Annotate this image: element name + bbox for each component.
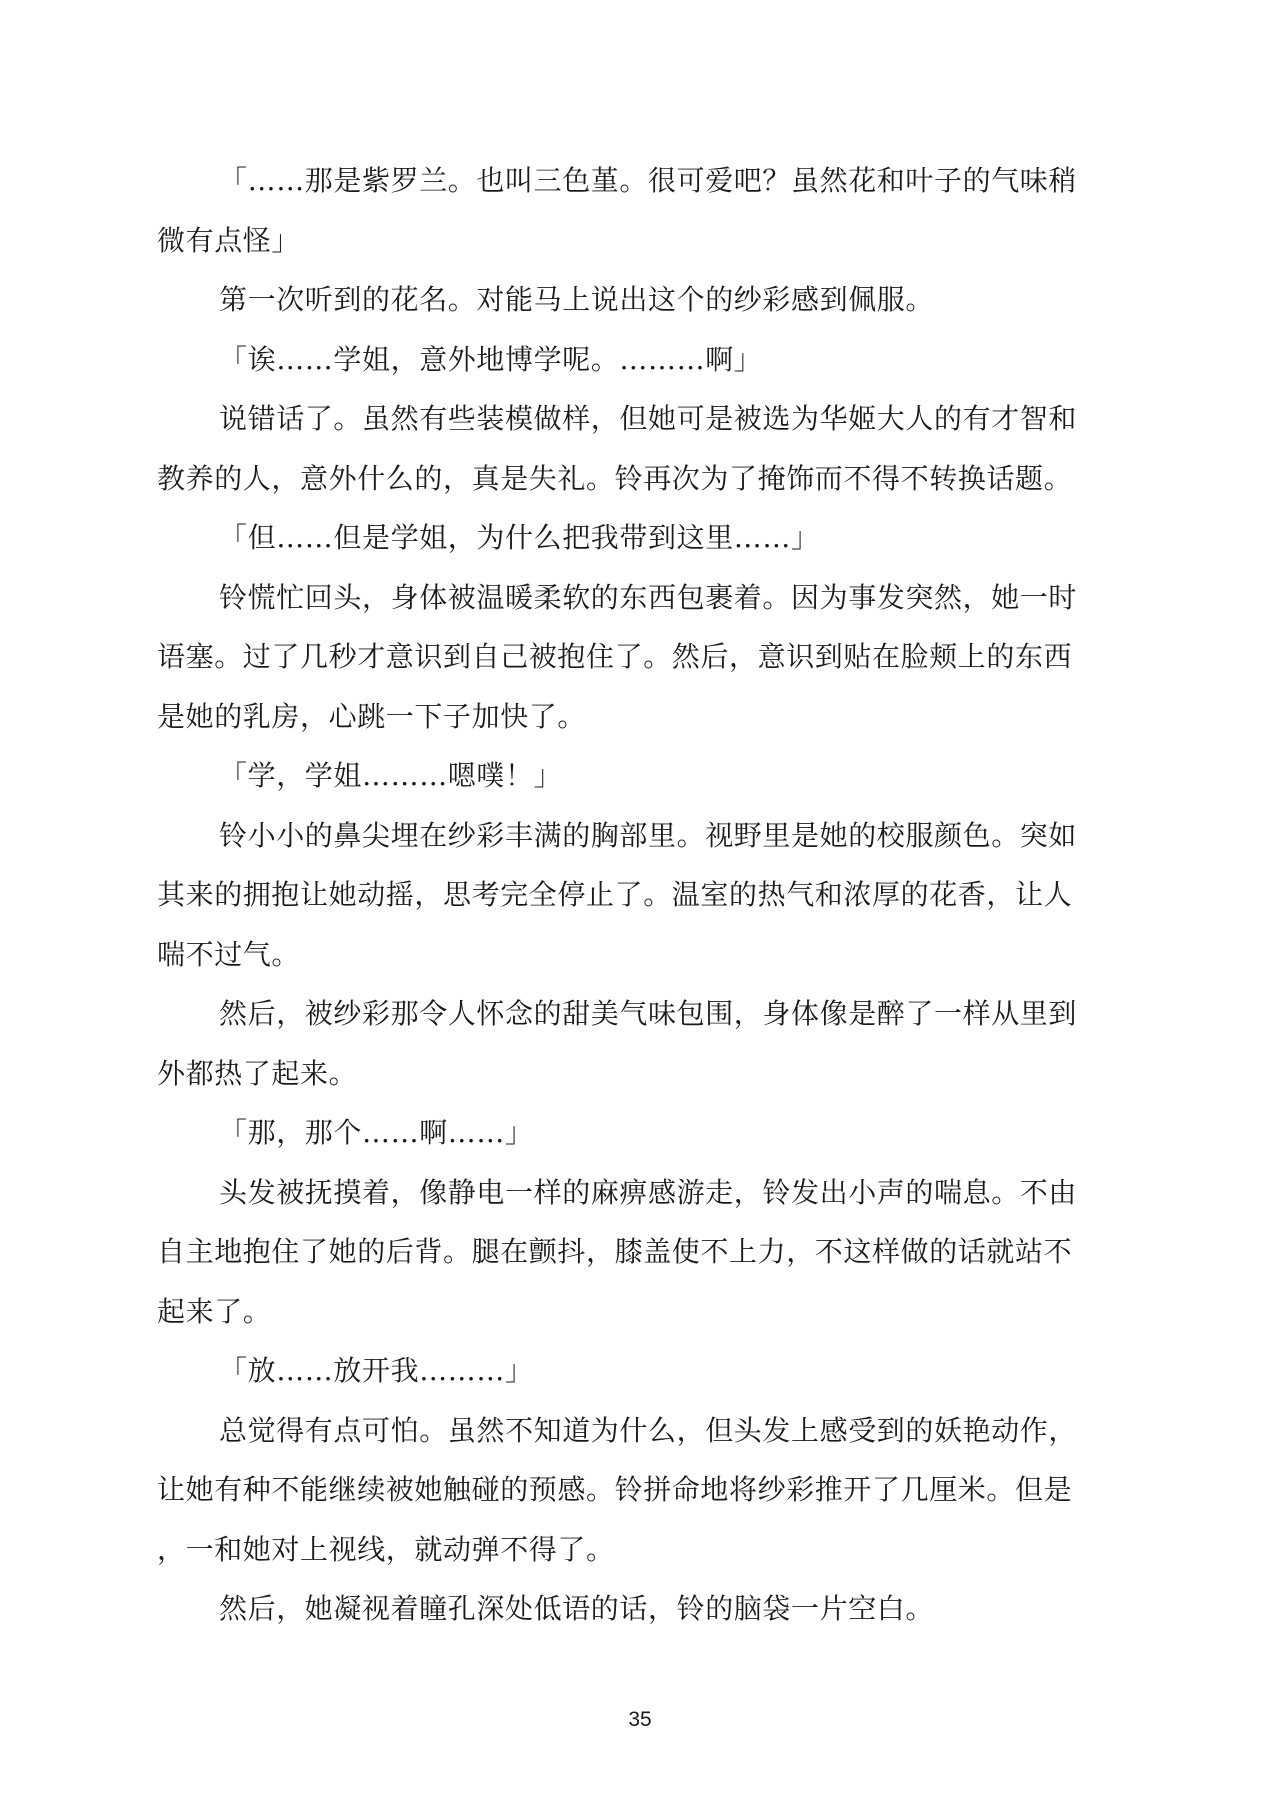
text-line: 说错话了。虽然有些装模做样，但她可是被选为华姬大人的有才智和 <box>219 402 1078 435</box>
text-line: 第一次听到的花名。对能马上说出这个的纱彩感到佩服。 <box>219 283 935 316</box>
page-number: 35 <box>628 1708 652 1731</box>
text-line: 铃慌忙回头，身体被温暖柔软的东西包裹着。因为事发突然，她一时 <box>219 580 1078 614</box>
text-line: 自主地抱住了她的后背。腿在颤抖，膝盖使不上力，不这样做的话就站不 <box>157 1235 1073 1268</box>
text-line: 然后，被纱彩那令人怀念的甜美气味包围，身体像是醉了一样从里到 <box>219 997 1078 1030</box>
text-line: 让她有种不能继续被她触碰的预感。铃拼命地将纱彩推开了几厘米。但是 <box>157 1473 1073 1506</box>
text-line: 然后，她凝视着瞳孔深处低语的话，铃的脑袋一片空白。 <box>219 1592 935 1625</box>
text-line: 外都热了起来。 <box>157 1056 358 1090</box>
text-line: 「放……放开我………」 <box>219 1354 534 1387</box>
text-line: 铃小小的鼻尖埋在纱彩丰满的胸部里。视野里是她的校服颜色。突如 <box>219 818 1078 852</box>
text-line: 其来的拥抱让她动摇，思考完全停止了。温室的热气和浓厚的花香，让人 <box>157 878 1073 911</box>
text-line: 起来了。 <box>157 1294 272 1328</box>
text-line: 总觉得有点可怕。虽然不知道为什么，但头发上感受到的妖艳动作， <box>219 1413 1078 1447</box>
text-line: 微有点怪」 <box>157 223 301 257</box>
text-line: 「那，那个……啊……」 <box>219 1116 534 1149</box>
text-line: 「但……但是学姐，为什么把我带到这里……」 <box>219 521 820 554</box>
text-line: 「学，学姐………嗯噗！」 <box>219 759 563 792</box>
text-line: 「诶……学姐，意外地博学呢。………啊」 <box>219 342 763 376</box>
body-text <box>157 151 1123 1639</box>
text-line: 教养的人，意外什么的，真是失礼。铃再次为了掩饰而不得不转换话题。 <box>157 461 1073 495</box>
text-line: ，一和她对上视线，就动弹不得了。 <box>157 1532 615 1566</box>
text-line: 语塞。过了几秒才意识到自己被抱住了。然后，意识到贴在脸颊上的东西 <box>157 640 1073 673</box>
text-line: 「……那是紫罗兰。也叫三色堇。很可爱吧？虽然花和叶子的气味稍 <box>219 164 1078 197</box>
text-line: 头发被抚摸着，像静电一样的麻痹感游走，铃发出小声的喘息。不由 <box>219 1175 1078 1209</box>
text-line: 是她的乳房，心跳一下子加快了。 <box>157 699 587 733</box>
text-line: 喘不过气。 <box>157 937 301 971</box>
